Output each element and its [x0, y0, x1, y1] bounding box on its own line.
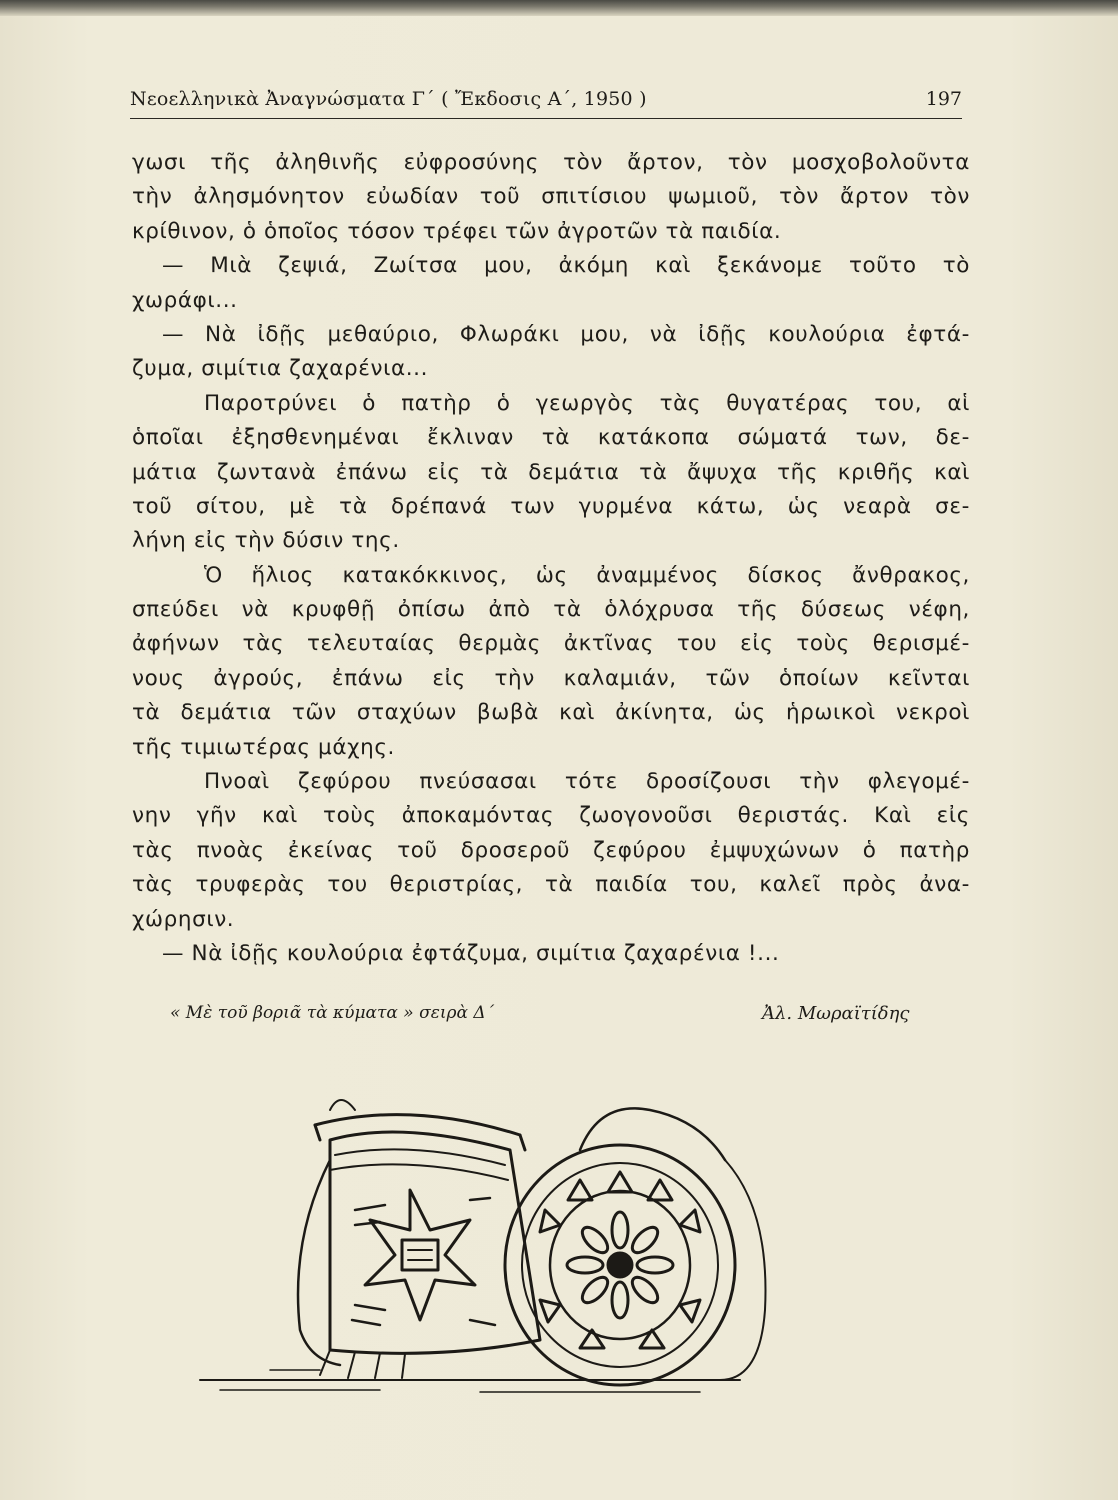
text-line: ἀφήνων τὰς τελευταίας θερμὰς ἀκτῖνας του εἰς τοὺς θερισμέ-	[132, 631, 970, 657]
text-line: χώρησιν.	[132, 906, 235, 932]
source-citation: « Μὲ τοῦ βοριᾶ τὰ κύματα » σειρὰ Δ΄	[170, 1003, 495, 1023]
text-line: τὰς πνοὰς ἐκείνας τοῦ δροσεροῦ ζεφύρου ἐμψυχώνων ὁ πατὴρ	[132, 837, 970, 863]
text-line: λήνη εἰς τὴν δύσιν της.	[132, 528, 400, 554]
text-line: νην γῆν καὶ τοὺς ἀποκαμόντας ζωογονοῦσι θεριστάς. Καὶ εἰς	[132, 803, 970, 829]
text-line: σπεύδει νὰ κρυφθῇ ὀπίσω ἀπὸ τὰ ὁλόχρυσα τῆς δύσεως νέφη,	[132, 597, 970, 623]
text-line: νους ἀγρούς, ἐπάνω εἰς τὴν καλαμιάν, τῶν ὁποίων κεῖνται	[132, 665, 970, 691]
page-number: 197	[925, 88, 962, 110]
text-line: μάτια ζωντανὰ ἐπάνω εἰς τὰ δεμάτια τὰ ἄψυχα τῆς κριθῆς καὶ	[132, 459, 970, 485]
text-line: Παροτρύνει ὁ πατὴρ ὁ γεωργὸς τὰς θυγατέρας του, αἱ	[204, 390, 970, 416]
text-line: — Νὰ ἰδῇς μεθαύριο, Φλωράκι μου, νὰ ἰδῇς κουλούρια ἐφτά-	[162, 321, 970, 347]
text-line: τοῦ σίτου, μὲ τὰ δρέπανά των γυρμένα κάτω, ὡς νεαρὰ σε-	[132, 493, 970, 519]
text-line: ὁποῖαι ἐξησθενημέναι ἔκλιναν τὰ κατάκοπα σώματά των, δε-	[132, 425, 970, 451]
woven-bags-illustration	[180, 1080, 780, 1410]
text-line: Ὁ ἥλιος κατακόκκινος, ὡς ἀναμμένος δίσκος ἄνθρακος,	[204, 562, 970, 588]
page-top-edge	[0, 0, 1118, 16]
text-line: τῆς τιμιωτέρας μάχης.	[132, 734, 395, 760]
header-title: Νεοελληνικὰ Ἀναγνώσματα Γ΄ ( Ἔκδοσις Α΄, 1950 )	[130, 88, 647, 110]
text-line: τὰ δεμάτια τῶν σταχύων βωβὰ καὶ ἀκίνητα, ὡς ἡρωικοὶ νεκροὶ	[132, 700, 970, 726]
author-name: Ἀλ. Μωραϊτίδης	[762, 1003, 910, 1024]
text-line: γωσι τῆς ἀληθινῆς εὐφροσύνης τὸν ἄρτον, τὸν μοσχοβολοῦντα	[132, 150, 970, 175]
text-line: τὴν ἀλησμόνητον εὐωδίαν τοῦ σπιτίσιου ψωμιοῦ, τὸν ἄρτον τὸν	[132, 184, 970, 210]
body-text	[132, 146, 970, 971]
text-line: τὰς τρυφερὰς του θεριστρίας, τὰ παιδία του, καλεῖ πρὸς ἀνα-	[132, 872, 970, 898]
text-line: — Μιὰ ζεψιά, Ζωίτσα μου, ἀκόμη καὶ ξεκάνομε τοῦτο τὸ	[162, 253, 970, 279]
text-line: ζυμα, σιμίτια ζαχαρένια...	[132, 356, 429, 382]
text-line: — Νὰ ἰδῇς κουλούρια ἐφτάζυμα, σιμίτια ζαχαρένια !...	[162, 940, 780, 966]
running-header	[130, 88, 962, 119]
text-line: Πνοαὶ ζεφύρου πνεύσασαι τότε δροσίζουσι τὴν φλεγομέ-	[204, 769, 970, 795]
text-line: χωράφι...	[132, 287, 238, 313]
text-line: κρίθινον, ὁ ὁποῖος τόσον τρέφει τῶν ἀγροτῶν τὰ παιδία.	[132, 218, 782, 244]
